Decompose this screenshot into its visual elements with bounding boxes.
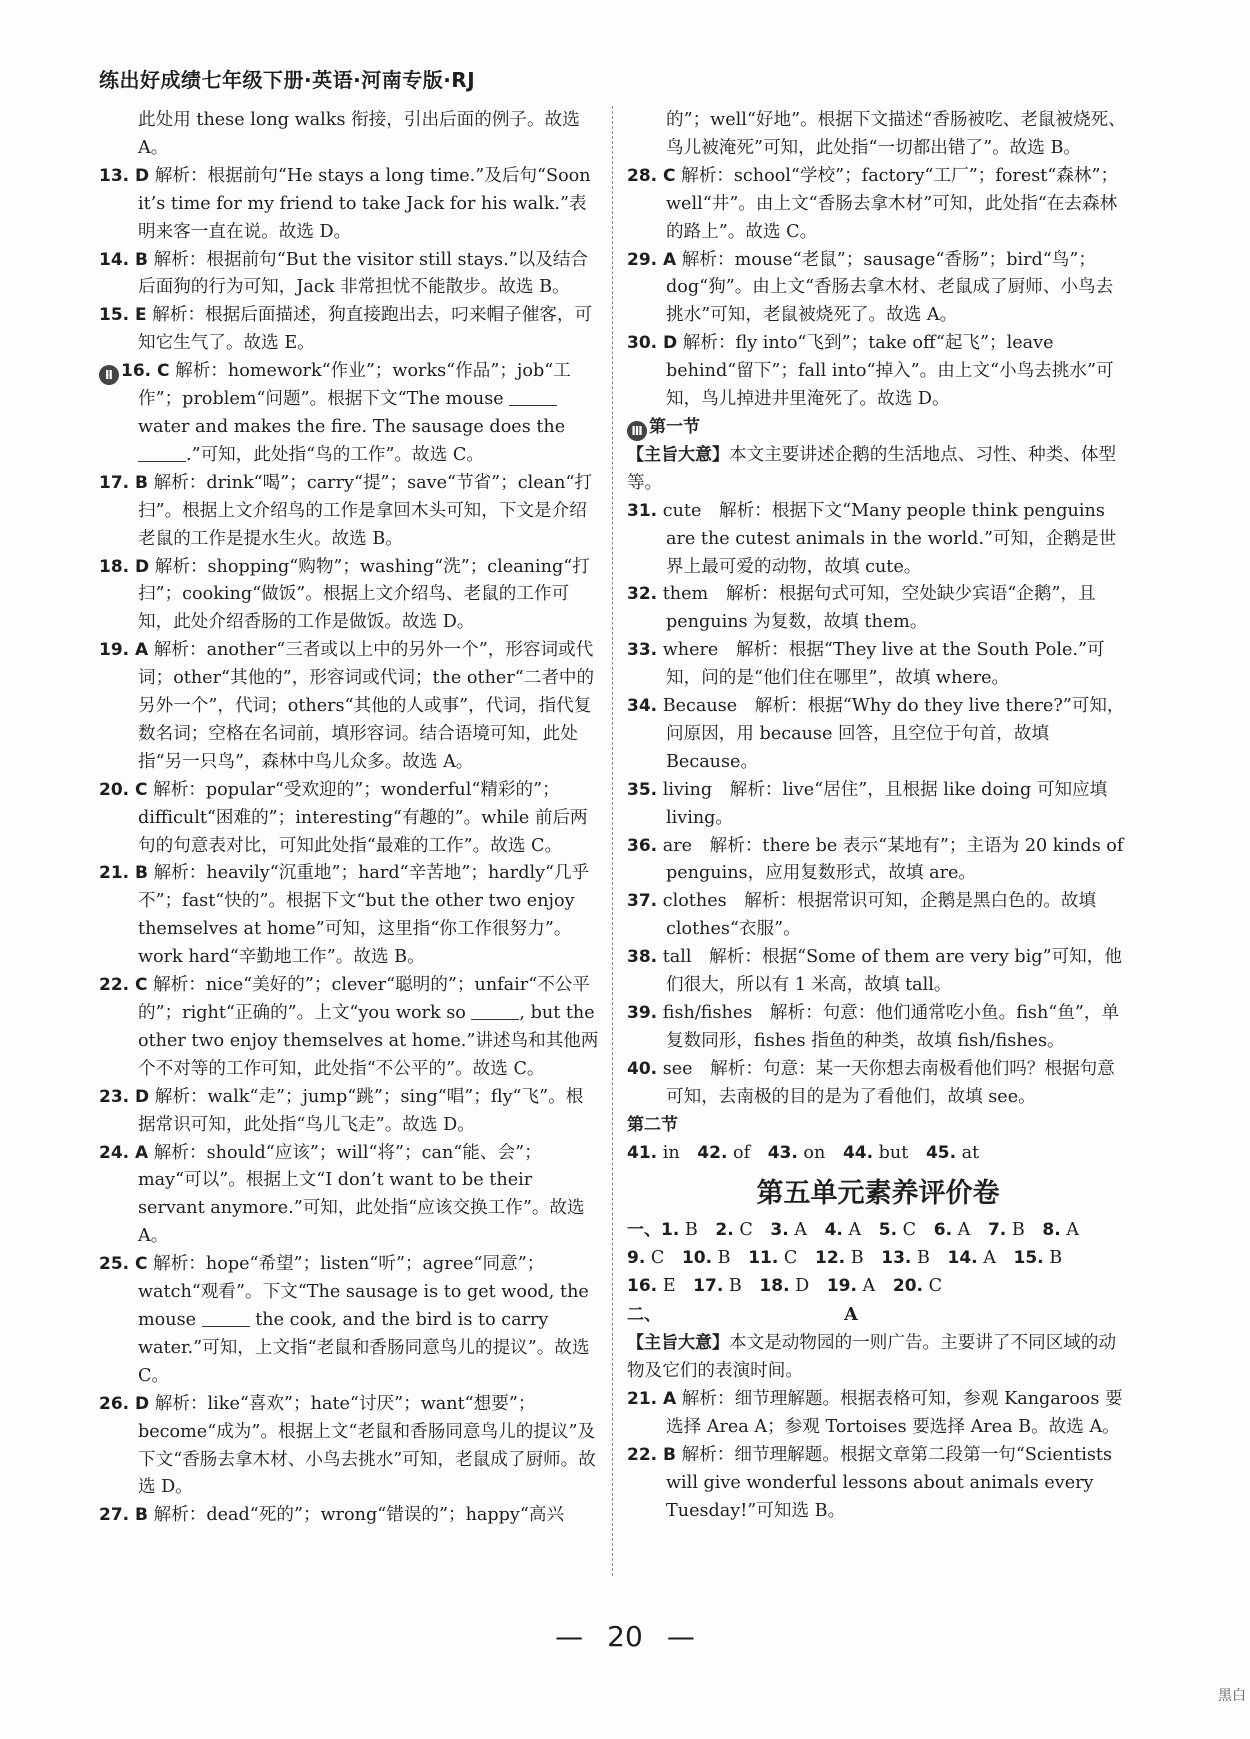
item-number: 38.	[627, 947, 658, 968]
section-heading-text: 第一节	[649, 416, 700, 437]
answer-item	[99, 163, 599, 247]
answer-row	[627, 1217, 1129, 1245]
item-number: 30. D	[627, 333, 678, 354]
answer-item	[627, 833, 1129, 889]
answer-number: 4.	[824, 1220, 843, 1241]
item-number: 35.	[627, 779, 658, 800]
item-explanation: 解析：细节理解题。根据文章第二段第一句“Scientists will give wonderful lessons about animals every Tuesday!”可知选 B。	[666, 1444, 1112, 1521]
answer-number: 10.	[681, 1248, 713, 1269]
item-number: 21. A	[627, 1388, 677, 1409]
item-explanation: 解析：根据常识可知，企鹅是黑白色的。故填 clothes“衣服”。	[666, 891, 1097, 940]
section-marker-icon: Ⅱ	[99, 365, 119, 385]
item-number: 17. B	[99, 472, 148, 493]
page-number: 20	[607, 1620, 643, 1653]
answer-item	[99, 1391, 599, 1503]
item-number: 25. C	[99, 1254, 148, 1275]
answer-item	[99, 247, 599, 303]
unit-title: 第五单元素养评价卷	[756, 1178, 1000, 1210]
item-explanation: 解析：there be 表示“某地有”；主语为 20 kinds of penguins，应用复数形式，故填 are。	[666, 835, 1124, 884]
item-explanation: 解析：根据“Some of them are very big”可知，他们很大，所以有 1 米高，故填 tall。	[666, 947, 1122, 996]
item-explanation: 解析：like“喜欢”；hate“讨厌”；want“想要”；become“成为”。根据上文“老鼠和香肠同意鸟儿的提议”及下文“香肠去拿木材、小鸟去挑水”可知，老鼠成了厨师。故选 D。	[138, 1393, 596, 1498]
item-number: 40.	[627, 1058, 658, 1079]
answer-item	[99, 302, 599, 358]
answer-item	[99, 972, 599, 1084]
answer-item	[627, 1442, 1129, 1526]
item-number: 21. B	[99, 863, 148, 884]
answer-value: B	[1049, 1248, 1063, 1269]
column-divider	[612, 106, 613, 1576]
summary-body: 本文是动物园的一则广告。主要讲了不同区域的动物及它们的表演时间。	[627, 1333, 1117, 1381]
section-heading	[627, 414, 1129, 442]
answer-number: 17.	[693, 1276, 724, 1297]
answer-value: of	[733, 1142, 751, 1163]
item-explanation: 解析：walk“走”；jump“跳”；sing“唱”；fly“飞”。根据常识可知，此处指“鸟儿飞走”。故选 D。	[138, 1086, 584, 1135]
answer-number: 44.	[842, 1142, 874, 1163]
item-explanation: 解析：句意：他们通常吃小鱼。fish“鱼”，单复数同形，fishes 指鱼的种类，故填 fish/fishes。	[666, 1003, 1120, 1051]
summary-tag: 【主旨大意】	[627, 1333, 729, 1354]
summary-body: 本文主要讲述企鹅的生活地点、习性、种类、体型等。	[627, 444, 1117, 493]
answer-item	[99, 637, 599, 777]
answer-item	[627, 637, 1129, 693]
answer-item	[99, 777, 599, 861]
answer-value: C	[783, 1248, 798, 1269]
item-explanation: 解析：drink“喝”；carry“提”；save“节省”；clean“打扫”。根据上文介绍鸟的工作是拿回木头可知，下文是介绍老鼠的工作是提水生火。故选 B。	[138, 472, 593, 549]
item-explanation: 解析：shopping“购物”；washing“洗”；cleaning“打扫”；cooking“做饭”。根据上文介绍鸟、老鼠的工作可知，此处介绍香肠的工作是做饭。故选 D。	[138, 556, 590, 633]
item-number: 27. B	[99, 1505, 148, 1526]
answer-number: 43.	[767, 1142, 798, 1163]
answer-item	[627, 1056, 1129, 1112]
item-number: 32.	[627, 584, 658, 605]
answer-value: B	[916, 1248, 930, 1269]
answer-item	[99, 1502, 599, 1530]
answer-value: D	[795, 1276, 810, 1297]
answer-value: A	[1066, 1220, 1079, 1241]
answer-item	[627, 777, 1129, 833]
left-column	[99, 107, 599, 1530]
answer-number: 16.	[627, 1276, 658, 1297]
item-number: 14. B	[99, 249, 148, 270]
item-number: 34.	[627, 696, 658, 717]
item-explanation: 解析：homework“作业”；works“作品”；job“工作”；problem“问题”。根据下文“The mouse	[138, 361, 571, 410]
answer-value: B	[728, 1276, 742, 1297]
answer-value: on	[803, 1142, 826, 1163]
item-explanation: 解析：should“应该”；will“将”；can“能、会”；may“可以”。根据上文“I don’t want to be their servant anymore.”可知，此处指“应该交换工作”。故选 A。	[138, 1142, 585, 1247]
answer-value: but	[878, 1142, 909, 1163]
blank-line	[509, 389, 557, 406]
item-explanation: 解析：live“居住”，且根据 like doing 可知应填 living。	[666, 779, 1108, 828]
continued-text: 此处用 these long walks 衔接，引出后面的例子。故选 A。	[138, 110, 580, 158]
item-number: 13. D	[99, 165, 150, 186]
item-explanation: 解析：heavily“沉重地”；hard“辛苦地”；hardly“几乎不”；fast“快的”。根据下文“but the other two enjoy themselves at home”可知，这里指“你工作很努力”。work hard“辛勤地工作”。故选 B。	[138, 863, 590, 968]
answer-value: E	[662, 1276, 676, 1297]
answer-value: C	[902, 1220, 917, 1241]
item-answer: where	[662, 640, 719, 661]
answer-number: 19.	[826, 1276, 857, 1297]
item-explanation: 解析：根据句式可知，空处缺少宾语“企鹅”，且 penguins 为复数，故填 them。	[666, 584, 1096, 633]
item-explanation: 解析：hope“希望”；listen“听”；agree“同意”；watch“观看”。下文“The sausage is to get wood, the mouse	[138, 1254, 589, 1330]
item-number: 31.	[627, 500, 658, 521]
answer-number: 41.	[627, 1142, 658, 1163]
answer-number: 13.	[881, 1248, 912, 1269]
blank-line	[138, 445, 186, 462]
answer-number: 45.	[925, 1142, 957, 1163]
item-answer: living	[662, 779, 713, 800]
item-number: 16. C	[121, 361, 170, 382]
answer-number: 5.	[878, 1220, 898, 1241]
answer-item	[627, 1386, 1129, 1442]
continued-text: 的”；well“好地”。根据下文描述“香肠被吃、老鼠被烧死、鸟儿被淹死”可知，此处指“一切都出错了”。故选 B。	[666, 110, 1126, 158]
answer-value: A	[862, 1276, 876, 1297]
answer-item	[99, 1084, 599, 1140]
answer-value: at	[961, 1142, 980, 1163]
answer-value: B	[850, 1248, 864, 1269]
answer-value: B	[684, 1220, 698, 1241]
answer-number: 7.	[987, 1220, 1007, 1241]
item-answer: fish/fishes	[662, 1003, 753, 1023]
answer-value: A	[957, 1220, 971, 1241]
item-number: 23. D	[99, 1086, 150, 1107]
answer-item	[627, 498, 1129, 582]
answer-item	[99, 470, 599, 554]
answer-item	[627, 944, 1129, 1000]
item-answer: cute	[662, 500, 702, 521]
item-explanation: 解析：mouse“老鼠”；sausage“香肠”；bird“鸟”；dog“狗”。由上文“香肠去拿木材、老鼠成了厨师、小鸟去挑水”可知，老鼠被烧死了。故选 A。	[666, 249, 1114, 326]
summary-tag: 【主旨大意】	[627, 444, 729, 465]
item-number: 20. C	[99, 779, 148, 800]
item-explanation: 解析：another“三者或以上中的另外一个”，形容词或代词；other“其他的”，形容词或代词；the other“二者中的另外一个”，代词；others“其他的人或事”，代词，指代复数名词；空格在名词前，填形容词。结合语境可知，此处指“另一只鸟”，森林中鸟儿众多。故选 A。	[138, 640, 595, 772]
item-explanation: , but the other two enjoy themselves at home.”讲述鸟和其他两个不对等的工作可知，此处指“不公平的”。故选 C。	[138, 1003, 599, 1079]
answer-number: 20.	[892, 1276, 923, 1297]
answer-number: 11.	[748, 1248, 779, 1269]
answer-number: 12.	[814, 1248, 846, 1269]
answer-number: 14.	[947, 1248, 978, 1269]
answer-number: 15.	[1013, 1248, 1044, 1269]
item-explanation: 解析：根据后面描述，狗直接跑出去，叼来帽子催客，可知它生气了。故选 E。	[138, 305, 593, 354]
answer-value: C	[650, 1248, 665, 1269]
answer-value: A	[794, 1220, 807, 1241]
answer-item	[627, 581, 1129, 637]
item-answer: them	[662, 584, 709, 605]
answer-number: 9.	[627, 1248, 646, 1269]
part-heading	[627, 1301, 1129, 1330]
item-number: 29. A	[627, 249, 677, 270]
item-explanation: the cook, and the bird is to carry water.”可知，上文指“老鼠和香肠同意鸟儿的提议”。故选 C。	[138, 1309, 590, 1386]
answer-number: 3.	[770, 1220, 789, 1241]
section-heading-text: 第二节	[627, 1114, 678, 1135]
answer-value: A	[983, 1248, 996, 1269]
answer-item	[627, 888, 1129, 944]
summary-text	[627, 442, 1129, 498]
answer-number: 42.	[697, 1142, 728, 1163]
item-number: 19. A	[99, 640, 149, 661]
item-answer: clothes	[662, 891, 727, 912]
item-explanation: 解析：dead“死的”；wrong“错误的”；happy“高兴	[153, 1505, 565, 1526]
item-explanation: 解析：句意：某一天你想去南极看他们吗？根据句意可知，去南极的目的是为了看他们，故填 see。	[666, 1058, 1115, 1107]
answer-item	[99, 1140, 599, 1252]
item-number: 36.	[627, 835, 658, 856]
item-number: 28. C	[627, 165, 676, 186]
item-answer: see	[662, 1058, 693, 1079]
item-number: 24. A	[99, 1142, 149, 1163]
item-number: 15. E	[99, 305, 147, 326]
item-answer: Because	[662, 696, 738, 717]
side-mark: 黑白	[1218, 1688, 1246, 1704]
answer-value: in	[662, 1142, 680, 1163]
item-number: 18. D	[99, 556, 150, 577]
page-header: 练出好成绩七年级下册·英语·河南专版·RJ	[99, 68, 476, 92]
answer-number: 1.	[661, 1220, 680, 1241]
item-explanation: 解析：根据“Why do they live there?”可知，问原因，用 because 回答，且空位于句首，故填 Because。	[666, 696, 1125, 772]
answer-item	[627, 247, 1129, 331]
part-heading-lead: 二、	[627, 1305, 661, 1326]
section-heading	[627, 1112, 1129, 1140]
answer-item	[627, 163, 1129, 247]
item-number: 33.	[627, 640, 658, 661]
answer-row	[627, 1245, 1129, 1273]
item-explanation: .”可知，此处指“鸟的工作”。故选 C。	[186, 444, 484, 465]
answer-value: A	[848, 1220, 862, 1241]
answer-item	[99, 1251, 599, 1391]
item-explanation: water and makes the fire. The sausage does the	[138, 416, 566, 437]
item-answer: are	[662, 835, 693, 856]
answer-value: C	[739, 1220, 753, 1241]
answer-item	[99, 860, 599, 972]
answer-number: 8.	[1042, 1220, 1061, 1241]
item-explanation: 解析：popular“受欢迎的”；wonderful“精彩的”；difficult“困难的”；interesting“有趣的”。while 前后两句的句意表对比，可知此处指“最难的工作”。故选 C。	[138, 779, 588, 856]
item-explanation: 解析：根据“They live at the South Pole.”可知，问的是“他们住在哪里”，故填 where。	[666, 640, 1105, 689]
item-explanation: 解析：根据前句“But the visitor still stays.”以及结合后面狗的行为可知，Jack 非常担忧不能散步。故选 B。	[138, 249, 589, 298]
item-explanation: 解析：school“学校”；factory“工厂”；forest“森林”；well“井”。由上文“香肠去拿木材”可知，此处指“在去森林的路上”。故选 C。	[666, 165, 1119, 242]
blank-line	[471, 1003, 519, 1020]
item-answer: tall	[662, 947, 692, 968]
answer-value: C	[928, 1276, 943, 1297]
answer-item	[627, 1000, 1129, 1056]
item-explanation: 解析：根据前句“He stays a long time.”及后句“Soon it’s time for my friend to take Jack for his walk.”表明来客一直在说。故选 D。	[138, 165, 591, 242]
item-number: 26. D	[99, 1393, 150, 1414]
item-number: 39.	[627, 1003, 658, 1023]
answer-row-lead: 一、	[627, 1220, 661, 1241]
item-explanation: 解析：细节理解题。根据表格可知，参观 Kangaroos 要选择 Area A；参观 Tortoises 要选择 Area B。故选 A。	[666, 1388, 1123, 1437]
answer-number: 6.	[933, 1220, 953, 1241]
answer-item	[99, 358, 599, 470]
summary-text	[627, 1330, 1129, 1386]
part-heading-letter: A	[844, 1304, 858, 1326]
answer-item	[627, 693, 1129, 777]
blank-line	[202, 1310, 250, 1327]
item-explanation: 解析：根据下文“Many people think penguins are the cutest animals in the world.”可知，企鹅是世界上最可爱的动物，故填 cute。	[666, 500, 1117, 577]
answer-row	[627, 1140, 1129, 1168]
answer-row	[627, 1273, 1129, 1301]
answer-value: B	[717, 1248, 731, 1269]
answer-number: 2.	[715, 1220, 734, 1241]
section-marker-icon: Ⅲ	[627, 421, 647, 441]
answer-value: B	[1011, 1220, 1025, 1241]
answer-number: 18.	[759, 1276, 790, 1297]
item-explanation: 解析：fly into“飞到”；take off“起飞”；leave behind“留下”；fall into“掉入”。由上文“小鸟去挑水”可知，鸟儿掉进井里淹死了。故选 D。	[666, 333, 1114, 410]
answer-item	[627, 330, 1129, 414]
answer-item	[99, 554, 599, 638]
item-explanation: 解析：nice“美好的”；clever“聪明的”；unfair“不公平的”；right“正确的”。上文“you work so	[138, 975, 590, 1023]
page-footer: — 20 —	[555, 1620, 695, 1653]
item-number: 37.	[627, 891, 658, 912]
item-number: 22. B	[627, 1444, 676, 1465]
right-column	[627, 107, 1129, 1525]
item-number: 22. C	[99, 975, 148, 996]
